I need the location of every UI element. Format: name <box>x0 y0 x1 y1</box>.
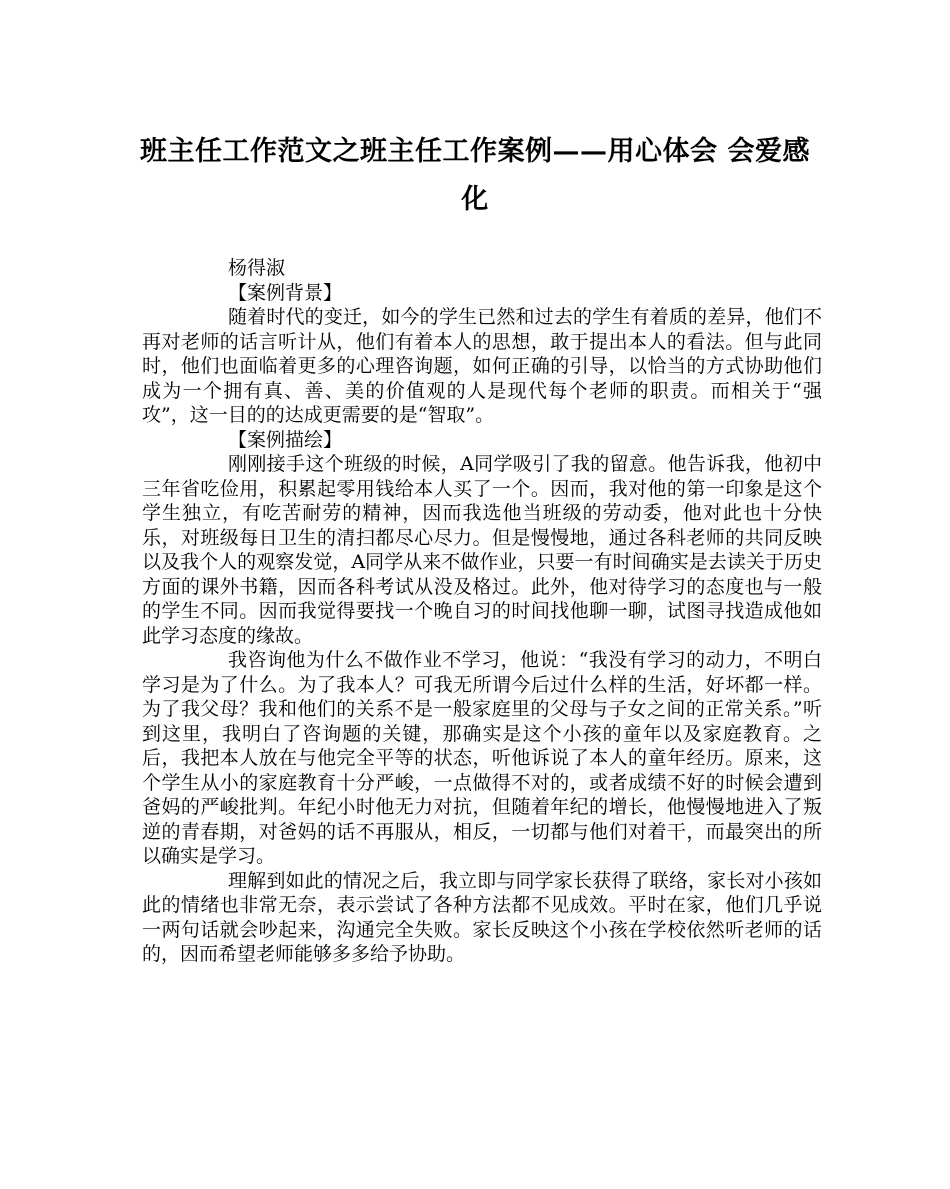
document-title: 班主任工作范文之班主任工作案例——用心体会 会爱感化 <box>140 136 810 215</box>
paragraph-description-2: 我咨询他为什么不做作业不学习，他说：“我没有学习的动力，不明白学习是为了什么。为了我本人？可我无所谓今后过什么样的生活，好坏都一样。为了我父母？我和他们的关系不是一般家庭里的父母与子女之间的正常关系。”听到这里，我明白了咨询题的关键，那确实是这个小孩的童年以及家庭教育。之后，我把本人放在与他完全平等的状态，听他诉说了本人的童年经历。原来，这个学生从小的家庭教育十分严峻，一点做得不对的，或者成绩不好的时候会遭到爸妈的严峻批判。年纪小时他无力对抗，但随着年纪的增长，他慢慢地进入了叛逆的青春期，对爸妈的话不再服从，相反，一切都与他们对着干，而最突出的所以确实是学习。 <box>142 649 822 867</box>
paragraph-description-1: 刚刚接手这个班级的时候，A同学吸引了我的留意。他告诉我，他初中三年省吃俭用，积累起零用钱给本人买了一个。因而，我对他的第一印象是这个学生独立，有吃苦耐劳的精神，因而我选他当班级的劳动委，他对此也十分快乐，对班级每日卫生的清扫都尽心尽力。但是慢慢地，通过各科老师的共同反映以及我个人的观察发觉，A同学从来不做作业，只要一有时间确实是去读关于历史方面的课外书籍，因而各科考试从没及格过。此外，他对待学习的态度也与一般的学生不同。因而我觉得要找一个晚自习的时间找他聊一聊，试图寻找造成他如此学习态度的缘故。 <box>142 453 822 647</box>
section-heading-description: 【案例描绘】 <box>228 428 343 451</box>
paragraph-background: 随着时代的变迁，如今的学生已然和过去的学生有着质的差异，他们不再对老师的话言听计从，他们有着本人的思想，敢于提出本人的看法。但与此同时，他们也面临着更多的心理咨询题，如何正确的引导，以恰当的方式协助他们成为一个拥有真、善、美的价值观的人是现代每个老师的职责。而相关于“强攻”，这一目的的达成更需要的是“智取”。 <box>142 306 822 426</box>
paragraph-description-3: 理解到如此的情况之后，我立即与同学家长获得了联络，家长对小孩如此的情绪也非常无奈，表示尝试了各种方法都不见成效。平时在家，他们几乎说一两句话就会吵起来，沟通完全失败。家长反映这个小孩在学校依然听老师的话的，因而希望老师能够多多给予协助。 <box>142 869 822 965</box>
author-name: 杨得淑 <box>228 257 286 279</box>
section-heading-background: 【案例背景】 <box>228 281 343 304</box>
document-body <box>142 256 822 967</box>
